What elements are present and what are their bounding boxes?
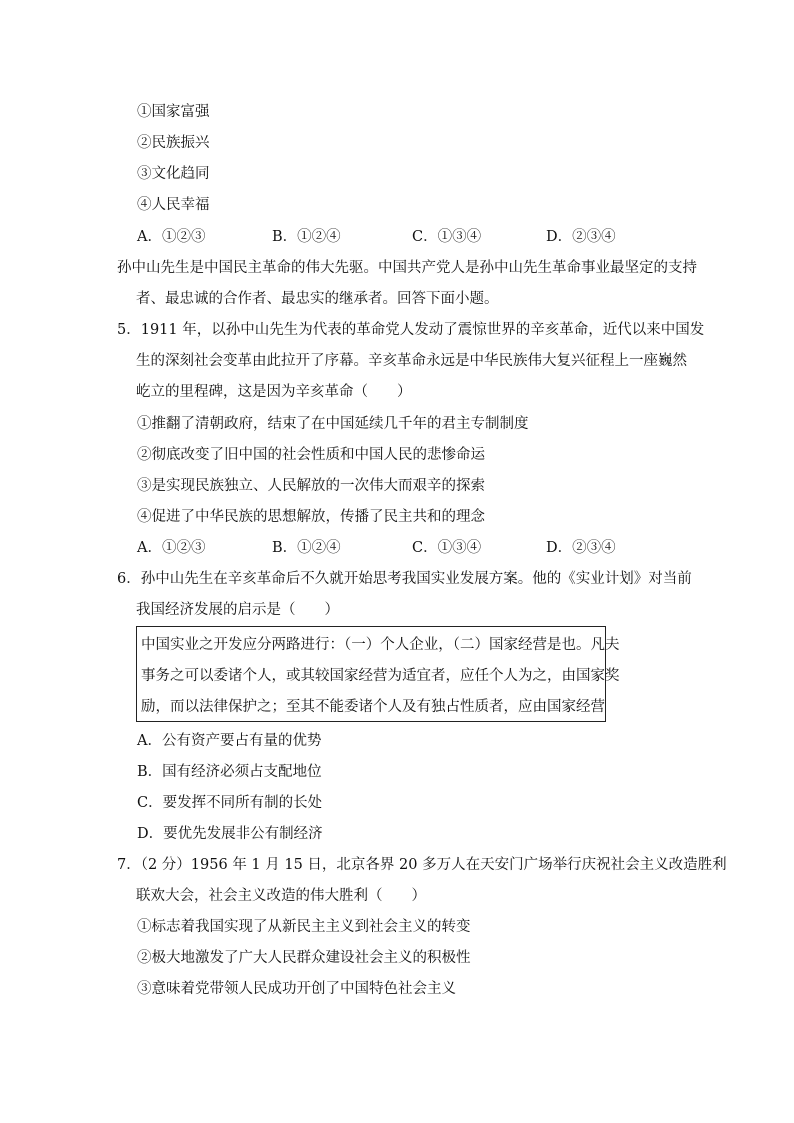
q7-stem-1: 7．（2 分）1956 年 1 月 15 日，北京各界 20 多万人在天安门广场举行庆祝社会主义改造胜利 <box>117 857 727 873</box>
q4-option-b: B．①②④ <box>272 229 341 245</box>
q5-option-c: C．①③④ <box>412 540 482 556</box>
q5-stem-3: 屹立的里程碑，这是因为辛亥革命（ ） <box>136 384 412 400</box>
item-3: ③文化趋同 <box>137 166 210 182</box>
q6-option-a: A．公有资产要占有量的优势 <box>137 733 322 749</box>
item-2: ②民族振兴 <box>137 135 210 151</box>
q7-stem-2: 联欢大会，社会主义改造的伟大胜利（ ） <box>136 888 426 904</box>
q7-item-1: ①标志着我国实现了从新民主主义到社会主义的转变 <box>137 919 471 935</box>
quote-line-1: 中国实业之开发应分两路进行：（一）个人企业，（二）国家经营是也。凡夫 <box>141 637 620 653</box>
q7-item-2: ②极大地激发了广大人民群众建设社会主义的积极性 <box>137 950 471 966</box>
intro-line-2: 者、最忠诚的合作者、最忠实的继承者。回答下面小题。 <box>136 291 499 307</box>
q7-item-3: ③意味着党带领人民成功开创了中国特色社会主义 <box>137 981 456 997</box>
q6-option-b: B．国有经济必须占支配地位 <box>137 764 322 780</box>
q5-stem-2: 生的深刻社会变革由此拉开了序幕。辛亥革命永远是中华民族伟大复兴征程上一座巍然 <box>136 353 687 369</box>
q5-option-b: B．①②④ <box>272 540 341 556</box>
item-4: ④人民幸福 <box>137 197 210 213</box>
q6-option-d: D．要优先发展非公有制经济 <box>137 826 323 842</box>
q5-option-d: D．②③④ <box>546 540 616 556</box>
q5-stem-1: 5．1911 年，以孙中山先生为代表的革命党人发动了震惊世界的辛亥革命，近代以来中国发 <box>117 322 705 338</box>
q4-option-c: C．①③④ <box>412 229 482 245</box>
q5-item-2: ②彻底改变了旧中国的社会性质和中国人民的悲惨命运 <box>137 447 485 463</box>
q4-option-a: A．①②③ <box>137 229 206 245</box>
q5-option-a: A．①②③ <box>137 540 206 556</box>
q4-option-d: D．②③④ <box>546 229 616 245</box>
intro-line-1: 孙中山先生是中国民主革命的伟大先驱。中国共产党人是孙中山先生革命事业最坚定的支持 <box>117 260 697 276</box>
q5-item-3: ③是实现民族独立、人民解放的一次伟大而艰辛的探索 <box>137 478 485 494</box>
q6-stem-2: 我国经济发展的启示是（ ） <box>136 602 339 618</box>
item-1: ①国家富强 <box>137 104 210 120</box>
q5-item-1: ①推翻了清朝政府，结束了在中国延续几千年的君主专制制度 <box>137 416 529 432</box>
quote-line-3: 励，而以法律保护之；至其不能委诸个人及有独占性质者，应由国家经营 <box>141 699 605 715</box>
quote-line-2: 事务之可以委诸个人，或其较国家经营为适宜者，应任个人为之，由国家奖 <box>141 668 620 684</box>
q6-option-c: C．要发挥不同所有制的长处 <box>137 795 323 811</box>
q6-stem-1: 6．孙中山先生在辛亥革命后不久就开始思考我国实业发展方案。他的《实业计划》对当前 <box>117 571 692 587</box>
q5-item-4: ④促进了中华民族的思想解放，传播了民主共和的理念 <box>137 509 485 525</box>
